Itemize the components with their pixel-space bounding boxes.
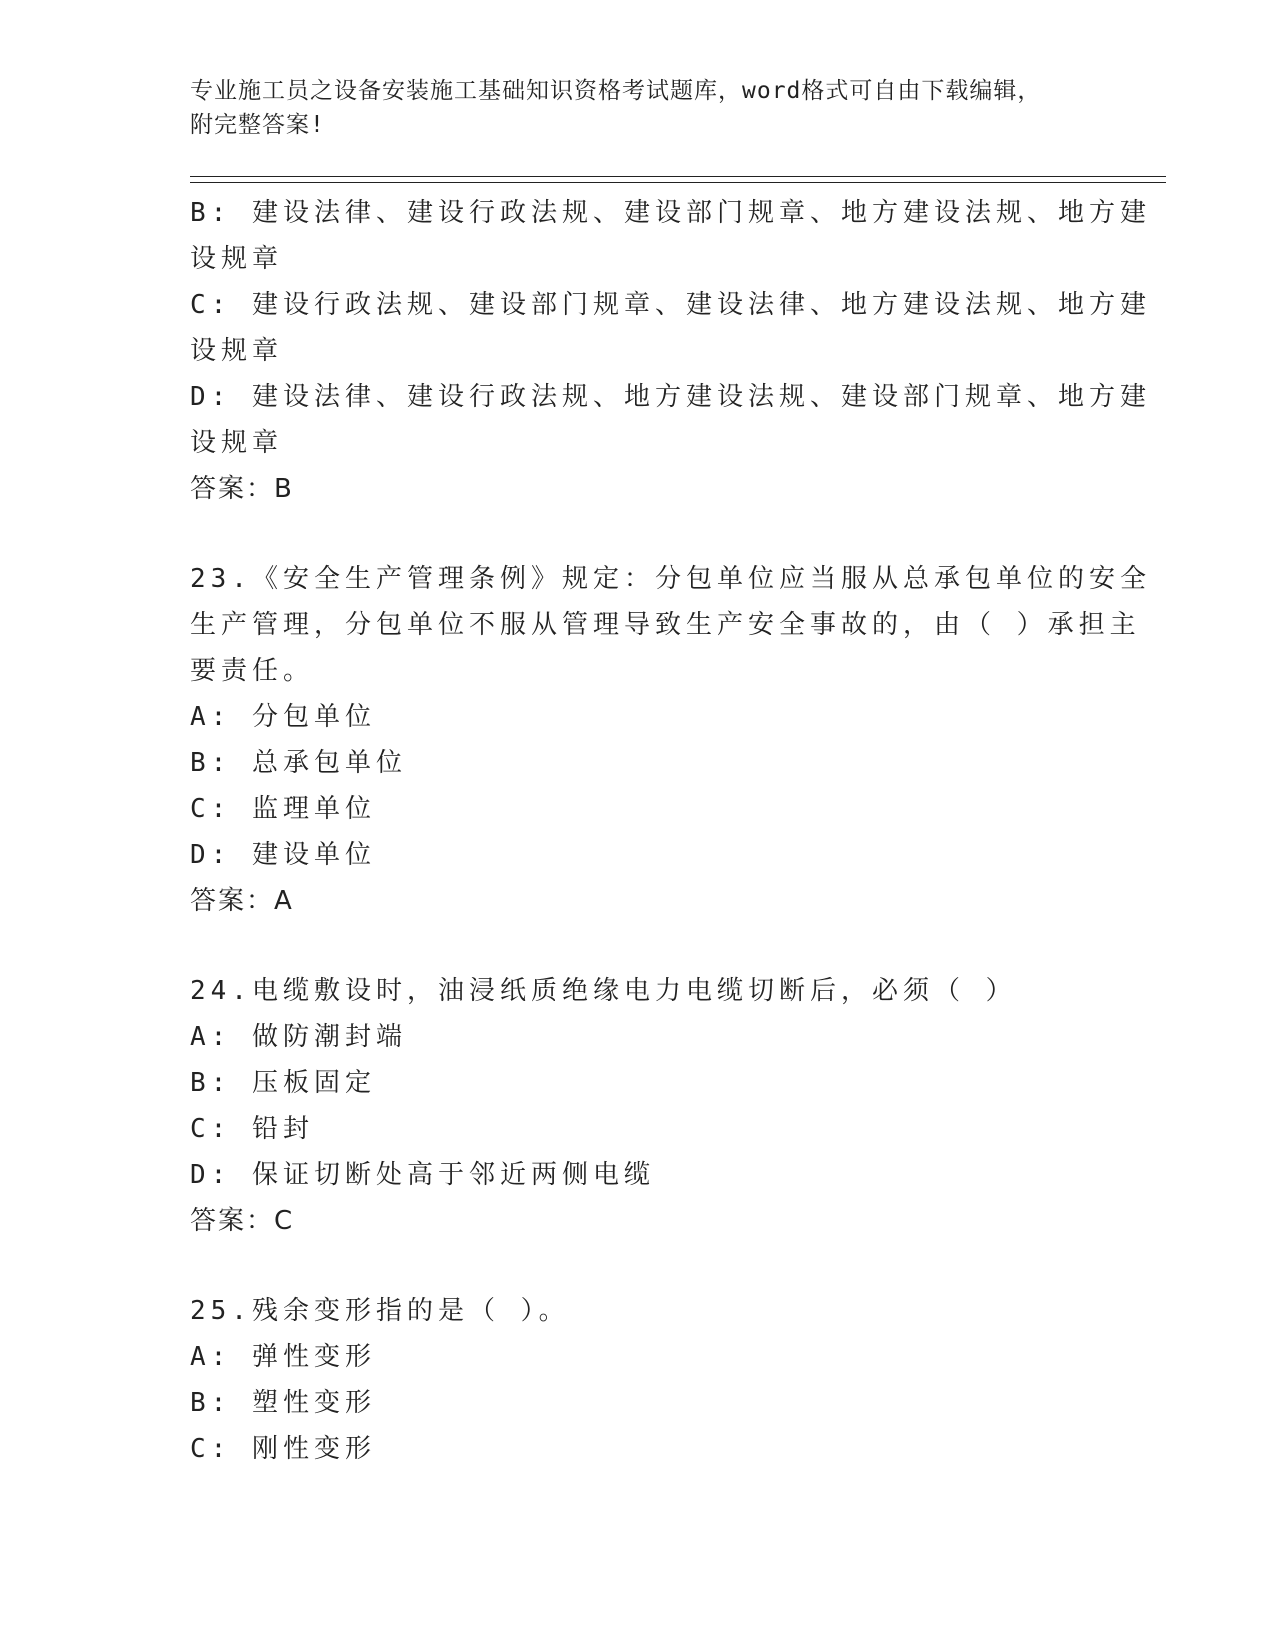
question-stem: 24.电缆敷设时，油浸纸质绝缘电力电缆切断后，必须（ ） [190,976,1017,1006]
header-rule-top [190,176,1166,177]
option-a: A: 分包单位 [190,702,376,732]
option-d: D: 保证切断处高于邻近两侧电缆 [190,1160,655,1190]
question-stem-line-3: 要责任。 [190,656,315,686]
option-b-line-2: 设规章 [190,244,284,274]
option-b: B: 总承包单位 [190,748,407,778]
option-b-line-1: B: 建设法律、建设行政法规、建设部门规章、地方建设法规、地方建 [190,198,1151,228]
answer: 答案：B [190,474,294,504]
spacer [190,1244,1090,1288]
option-c-line-2: 设规章 [190,336,284,366]
option-a: A: 弹性变形 [190,1342,376,1372]
option-b: B: 压板固定 [190,1068,376,1098]
answer: 答案：A [190,886,294,916]
option-a: A: 做防潮封端 [190,1022,407,1052]
option-d-line-1: D: 建设法律、建设行政法规、地方建设法规、建设部门规章、地方建 [190,382,1151,412]
header-title-line-2: 附完整答案! [190,112,325,138]
document-body [190,190,1151,1472]
option-c: C: 刚性变形 [190,1434,376,1464]
document-header [190,74,1070,142]
header-title-line-1: 专业施工员之设备安装施工基础知识资格考试题库，word格式可自由下载编辑， [190,78,1042,104]
question-24 [190,968,1090,1244]
question-25 [190,1288,1090,1472]
option-c: C: 监理单位 [190,794,376,824]
question-22 [190,190,1151,512]
question-23 [190,556,1151,924]
option-c-line-1: C: 建设行政法规、建设部门规章、建设法律、地方建设法规、地方建 [190,290,1151,320]
spacer [190,924,1090,968]
option-b: B: 塑性变形 [190,1388,376,1418]
spacer [190,512,1090,556]
option-c: C: 铅封 [190,1114,314,1144]
question-stem-line-1: 23.《安全生产管理条例》规定：分包单位应当服从总承包单位的安全 [190,564,1151,594]
question-stem: 25.残余变形指的是（ ）。 [190,1296,570,1326]
option-d-line-2: 设规章 [190,428,284,458]
answer: 答案：C [190,1206,295,1236]
option-d: D: 建设单位 [190,840,376,870]
question-stem-line-2: 生产管理，分包单位不服从管理导致生产安全事故的，由（ ）承担主 [190,610,1141,640]
header-rule-bottom [190,182,1166,183]
